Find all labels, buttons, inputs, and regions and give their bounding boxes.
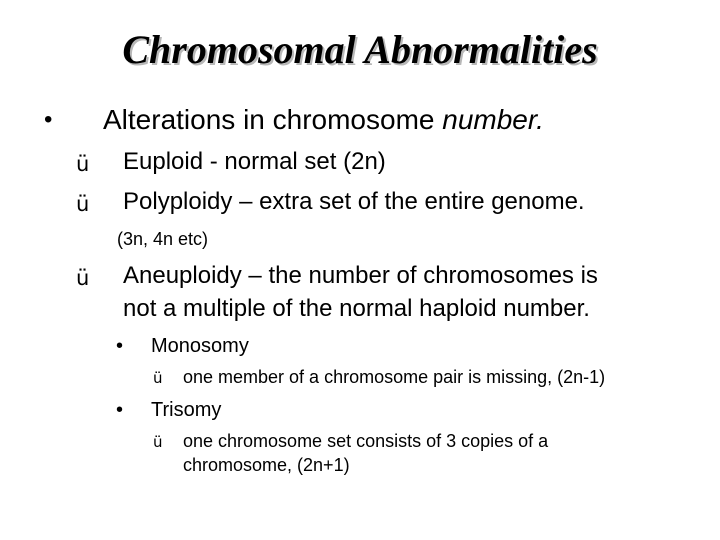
trisomy-detail-line1: one chromosome set consists of 3 copies of a (183, 431, 549, 451)
polyploidy-item: Polyploidy – extra set of the entire genome. (123, 188, 585, 215)
checkmark-icon: ü (76, 192, 90, 216)
checkmark-icon: ü (153, 369, 163, 387)
checkmark-icon: ü (153, 433, 163, 451)
main-bullet-text-italic: number. (442, 104, 544, 135)
aneuploidy-item-line2: not a multiple of the normal haploid number. (123, 295, 590, 322)
trisomy-label: Trisomy (151, 399, 222, 421)
checkmark-icon: ü (76, 266, 90, 290)
monosomy-bullet: • (116, 335, 124, 357)
main-bullet-marker: • (44, 106, 53, 133)
monosomy-label: Monosomy (151, 335, 249, 357)
polyploidy-note: (3n, 4n etc) (117, 229, 209, 249)
monosomy-detail: one member of a chromosome pair is missing, (2n-1) (183, 367, 606, 387)
euploid-item: Euploid - normal set (2n) (123, 148, 386, 175)
slide-title: Chromosomal Abnormalities (122, 27, 598, 72)
main-bullet-text (103, 104, 544, 136)
trisomy-bullet: • (116, 399, 124, 421)
aneuploidy-item-line1: Aneuploidy – the number of chromosomes is (123, 262, 598, 289)
checkmark-icon: ü (76, 152, 90, 176)
trisomy-detail-line2: chromosome, (2n+1) (183, 455, 350, 475)
main-bullet-text-regular: Alterations in chromosome (103, 104, 443, 135)
